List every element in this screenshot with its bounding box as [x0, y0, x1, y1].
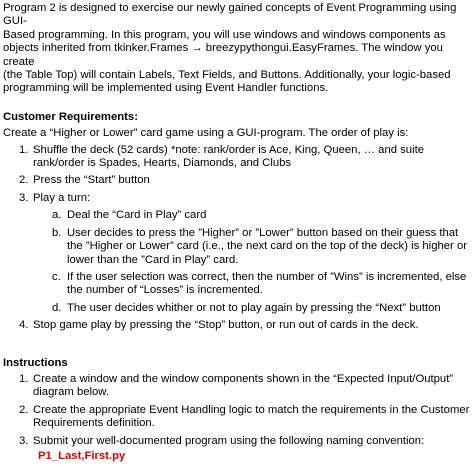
intro-line: programming will be implemented using Event Handler functions.	[3, 82, 329, 95]
intro-paragraph	[3, 2, 471, 96]
item-number: 3.	[19, 191, 29, 204]
item-text: Requirements definition.	[33, 417, 155, 430]
section-spacer	[3, 337, 471, 357]
list-item	[3, 435, 471, 464]
list-item	[3, 404, 471, 431]
item-text: Submit your well-documented program using the following naming convention:	[33, 434, 425, 447]
right-arrow-icon: →	[191, 42, 203, 55]
item-number: 3.	[19, 434, 29, 447]
item-number: 1.	[19, 143, 29, 156]
sub-item-text: User decides to press the ”Higher” or ”Lower” button based on their guess that	[67, 226, 459, 239]
item-text: Shuffle the deck (52 cards) *note: rank/order is Ace, King, Queen, … and suite	[33, 143, 425, 156]
list-item	[3, 192, 471, 315]
intro-line: (the Table Top) will contain Labels, Text Fields, and Buttons. Additionally, your logic-based	[3, 69, 451, 82]
item-text: diagram below.	[33, 386, 109, 399]
list-item	[3, 319, 471, 332]
instructions-list	[3, 373, 471, 463]
sub-list-item	[33, 209, 471, 222]
item-number: 4.	[19, 319, 29, 332]
sub-item-text: Deal the “Card in Play” card	[67, 209, 207, 222]
sub-list-item	[33, 227, 471, 267]
list-item	[3, 174, 471, 187]
list-item	[3, 144, 471, 171]
item-number: 1.	[19, 372, 29, 385]
intro-line: Based programming. In this program, you will use windows and windows components as	[3, 28, 446, 41]
sub-list-item	[33, 302, 471, 315]
sub-item-letter: d.	[52, 301, 62, 314]
intro-line	[3, 42, 471, 69]
item-text: Stop game play by pressing the “Stop” button, or run out of cards in the deck.	[33, 319, 419, 332]
item-text: Play a turn:	[33, 191, 91, 204]
intro-text: objects inherited from tkinker.Frames	[3, 42, 192, 55]
item-text: Create the appropriate Event Handling logic to match the requirements in the Customer	[33, 403, 470, 416]
instructions-heading: Instructions	[3, 356, 68, 369]
customer-requirements-heading: Customer Requirements:	[3, 110, 138, 123]
sub-item-text: lower than the ”Card in Play” card.	[67, 253, 239, 266]
item-text: Press the “Start” button	[33, 174, 150, 187]
turn-steps-list	[33, 209, 471, 315]
sub-item-text: the number of “Losses” is incremented.	[67, 284, 263, 297]
sub-item-letter: b.	[52, 226, 62, 239]
sub-item-text: the ”Higher or Lower” card (i.e., the next card on the top of the deck) is higher or	[67, 240, 467, 253]
intro-text: breezypythongui.EasyFrames. The window you create	[3, 42, 443, 68]
sub-item-text: The user decides whither or not to play again by pressing the “Next” button	[67, 301, 441, 314]
item-text: rank/order is Spades, Hearts, Diamonds, and Clubs	[33, 157, 292, 170]
sub-item-letter: c.	[52, 270, 61, 283]
intro-line: Program 2 is designed to exercise our newly gained concepts of Event Programming using GUI-	[3, 2, 457, 28]
filename-convention: P1_Last,First.py	[38, 449, 126, 462]
sub-item-text: If the user selection was correct, then the number of ”Wins” is incremented, else	[67, 270, 467, 283]
list-item	[3, 373, 471, 400]
customer-requirements-intro: Create a “Higher or Lower” card game using a GUI-program. The order of play is:	[3, 127, 409, 140]
assignment-document	[3, 2, 471, 467]
item-text: Create a window and the window components shown in the “Expected Input/Output”	[33, 372, 454, 385]
play-order-list	[3, 144, 471, 333]
item-number: 2.	[19, 174, 29, 187]
item-number: 2.	[19, 403, 29, 416]
sub-list-item	[33, 271, 471, 298]
sub-item-letter: a.	[52, 209, 62, 222]
